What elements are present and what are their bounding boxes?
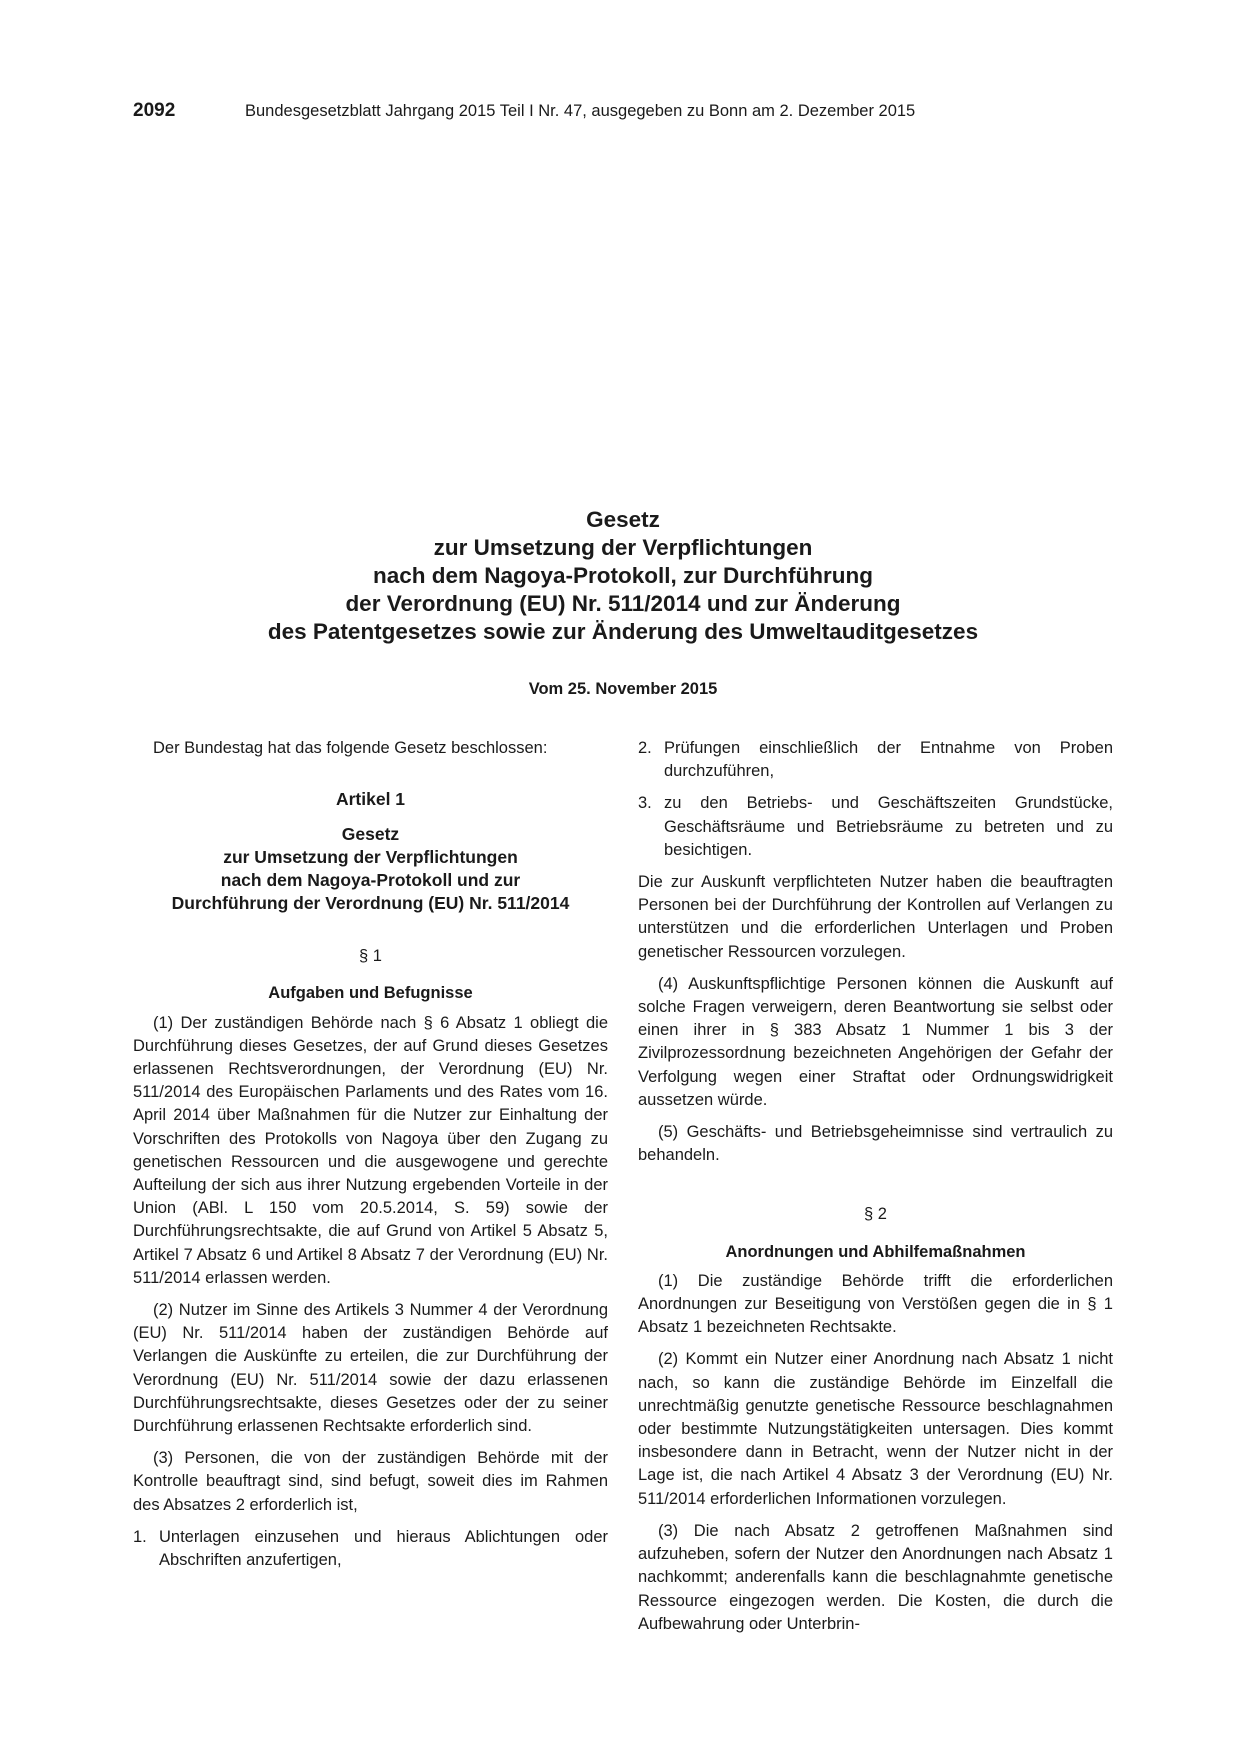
list-number: 3.	[638, 794, 652, 813]
section-2-heading: Anordnungen und Abhilfemaßnahmen	[725, 1242, 1026, 1261]
article-label: Artikel 1	[335, 789, 406, 810]
article-1-heading	[133, 788, 608, 915]
left-column	[133, 737, 608, 1581]
law-title-line: des Patentgesetzes sowie zur Änderung des Umweltauditgesetzes	[267, 619, 979, 644]
section-2-paragraph-2: (2) Kommt ein Nutzer einer Anordnung nach Absatz 1 nicht nach, so kann die zuständige Behörde im Einzelfall die unrechtmäßig genutzte genetische Ressource beschlagnahmen oder bestimmte Nutzungstätigkeiten untersagen. Dies kommt insbesondere dann in Betracht, wenn der Nutzer nicht in der Lage ist, die nach Artikel 4 Absatz 3 der Verordnung (EU) Nr. 511/2014 erforderlichen Informationen vorzulegen.	[638, 1350, 1113, 1508]
cooperation-duty-paragraph: Die zur Auskunft verpflichteten Nutzer haben die beauftragten Personen bei der Durchführung der Kontrollen auf Verlangen zu unterstützen und die erforderlichen Unterlagen und Proben genetischer Ressourcen vorzulegen.	[638, 873, 1113, 961]
section-1-paragraph-3: (3) Personen, die von der zuständigen Behörde mit der Kontrolle beauftragt sind, sind befugt, soweit dies im Rahmen des Absatzes 2 erforderlich ist,	[133, 1449, 608, 1514]
article-title-line: Gesetz	[341, 824, 400, 845]
law-title-block	[133, 506, 1113, 699]
right-column	[638, 737, 1113, 1645]
list-number: 1.	[133, 1527, 147, 1546]
section-2-paragraph-3: (3) Die nach Absatz 2 getroffenen Maßnahmen sind aufzuheben, sofern der Nutzer den Anordnungen nach Absatz 1 nachkommt; anderenfalls kann die beschlagnahmte genetische Ressource eingezogen werden. Die Kosten, die durch die Aufbewahrung oder Unterbrin-	[638, 1521, 1113, 1633]
page-number: 2092	[133, 100, 176, 121]
section-1-paragraph-1: (1) Der zuständigen Behörde nach § 6 Absatz 1 obliegt die Durchführung dieses Gesetzes, der auf Grund dieses Gesetzes erlassenen Rechtsverordnungen, der Verordnung (EU) Nr. 511/2014 des Europäischen Parlaments und des Rates vom 16. April 2014 über Maßnahmen für die Nutzer zur Einhaltung der Vorschriften des Protokolls von Nagoya über den Zugang zu genetischen Ressourcen und die ausgewogene und gerechte Aufteilung der sich aus ihrer Nutzung ergebenden Vorteile in der Union (ABl. L 150 vom 20.5.2014, S. 59) sowie der Durchführungsrechtsakte, die auf Grund von Artikel 5 Absatz 5, Artikel 7 Absatz 6 und Artikel 8 Absatz 7 der Verordnung (EU) Nr. 511/2014 erlassen werden.	[133, 1013, 608, 1287]
law-title-line: zur Umsetzung der Verpflichtungen	[433, 535, 813, 560]
law-title-line: der Verordnung (EU) Nr. 511/2014 und zur Änderung	[345, 591, 901, 616]
law-title-line: nach dem Nagoya-Protokoll, zur Durchführung	[372, 563, 874, 588]
list-text: Prüfungen einschließlich der Entnahme von Proben durchzuführen,	[664, 739, 1113, 781]
list-text: zu den Betriebs- und Geschäftszeiten Grundstücke, Geschäftsräume und Betriebsräume zu betreten und zu besichtigen.	[664, 794, 1113, 859]
article-title-line: Durchführung der Verordnung (EU) Nr. 511/2014	[171, 893, 570, 914]
article-title-line: zur Umsetzung der Verpflichtungen	[223, 847, 518, 868]
enactment-clause: Der Bundestag hat das folgende Gesetz beschlossen:	[153, 739, 548, 757]
list-text: Unterlagen einzusehen und hieraus Ablichtungen oder Abschriften anzufertigen,	[159, 1527, 608, 1570]
section-2-paragraph-1: (1) Die zuständige Behörde trifft die erforderlichen Anordnungen zur Beseitigung von Verstößen gegen die in § 1 Absatz 1 bezeichneten Rechtsakte.	[638, 1271, 1113, 1337]
section-1-paragraph-4: (4) Auskunftspflichtige Personen können die Auskunft auf solche Fragen verweigern, deren Beantwortung sie selbst oder einen ihrer in § 383 Absatz 1 Nummer 1 bis 3 der Zivilprozessordnung bezeichneten Angehörigen der Gefahr der Verfolgung wegen einer Straftat oder Ordnungswidrigkeit aussetzen würde.	[638, 974, 1113, 1109]
list-item	[638, 737, 1113, 783]
section-1-sign: § 1	[359, 947, 382, 966]
law-title-line: Gesetz	[586, 507, 660, 532]
list-item	[638, 792, 1113, 862]
law-title	[133, 506, 1113, 646]
article-title-line: nach dem Nagoya-Protokoll und zur	[220, 870, 521, 891]
section-2-sign: § 2	[864, 1205, 887, 1224]
gazette-citation: Bundesgesetzblatt Jahrgang 2015 Teil I Nr. 47, ausgegeben zu Bonn am 2. Dezember 2015	[245, 102, 916, 120]
law-date: Vom 25. November 2015	[528, 680, 718, 698]
list-item	[133, 1526, 608, 1572]
section-1-paragraph-2: (2) Nutzer im Sinne des Artikels 3 Nummer 4 der Verordnung (EU) Nr. 511/2014 haben der zuständigen Behörde auf Verlangen die Auskünfte zu erteilen, die zur Durchführung der Verordnung (EU) Nr. 511/2014 sowie der dazu erlassenen Durchführungsrechtsakte, dieses Gesetzes oder der zu seiner Durchführung erlassenen Rechtsakte erforderlich sind.	[133, 1301, 608, 1436]
list-number: 2.	[638, 739, 652, 757]
section-1-heading: Aufgaben und Befugnisse	[268, 984, 473, 1003]
page-header	[133, 100, 1113, 122]
section-1-paragraph-5: (5) Geschäfts- und Betriebsgeheimnisse sind vertraulich zu behandeln.	[638, 1123, 1113, 1165]
